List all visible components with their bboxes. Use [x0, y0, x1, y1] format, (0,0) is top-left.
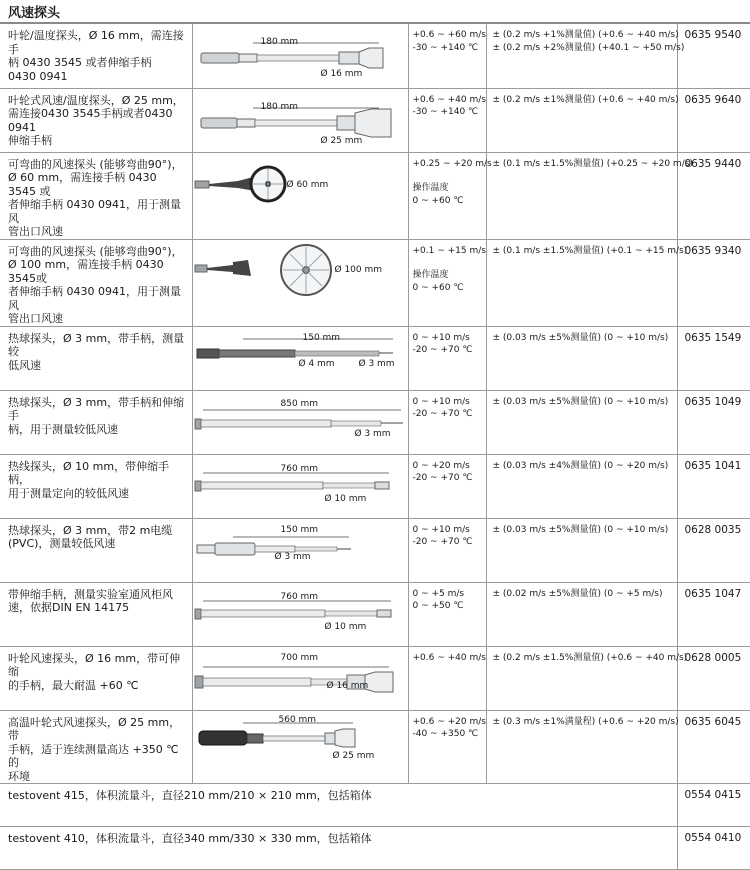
- probe-row: [0, 582, 750, 646]
- diameter-label: Ø 16 mm: [320, 69, 363, 79]
- probe-row: [0, 24, 750, 88]
- accuracy: [486, 24, 685, 88]
- probe-row: [0, 326, 750, 390]
- length-label: 760 mm: [280, 591, 319, 602]
- description-line: 叶轮式风速/温度探头，Ø 25 mm，: [8, 93, 184, 107]
- probe-image-cell: [192, 239, 408, 326]
- length-label: 150 mm: [302, 332, 341, 343]
- range-line: -30 ~ +140 ℃: [412, 107, 479, 117]
- probe-image-cell: [192, 152, 408, 239]
- probe-description: [0, 582, 192, 646]
- description-line: 柄 0430 3545 或者伸缩手柄: [8, 56, 152, 69]
- probe-description: [0, 454, 192, 518]
- probe-description: [0, 326, 192, 390]
- diameter-label: Ø 3 mm: [274, 551, 311, 562]
- accuracy: [486, 390, 677, 454]
- description-line: Ø 60 mm，需连接手柄 0430 3545 或: [8, 171, 157, 198]
- diameter-label: Ø 4 mm: [298, 358, 335, 369]
- order-number: 0635 9540: [677, 24, 750, 88]
- accuracy: [486, 710, 677, 784]
- accessory-row: [0, 784, 750, 827]
- accuracy-line: ± (0.1 m/s ±1.5%测量值) (+0.1 ~ +15 m/s): [492, 245, 688, 256]
- description-line: 热线探头，Ø 10 mm，带伸缩手柄，: [8, 459, 170, 486]
- description-line: 的手柄，最大耐温 +60 ℃: [8, 678, 139, 692]
- measuring-range: [408, 454, 486, 518]
- probe-row: [0, 518, 750, 582]
- measuring-range: [408, 326, 486, 390]
- probe-description: [0, 710, 192, 784]
- length-label: 700 mm: [280, 652, 319, 663]
- accuracy: [486, 239, 688, 326]
- operating-temp-line: 0 ~ +60 ℃: [412, 195, 464, 206]
- range-line: +0.1 ~ +15 m/s: [412, 245, 486, 256]
- order-number: 0554 0415: [677, 784, 750, 827]
- accuracy: [486, 582, 677, 646]
- probe-row: [0, 88, 750, 152]
- accuracy: [486, 88, 677, 152]
- probe-image-cell: [192, 326, 408, 390]
- measuring-range: [408, 239, 486, 326]
- diameter-label: Ø 60 mm: [286, 179, 329, 190]
- accuracy: [486, 326, 677, 390]
- probe-description: [0, 390, 192, 454]
- accuracy-line: ± (0.2 m/s ±1%测量值) (+0.6 ~ +40 m/s): [492, 94, 679, 105]
- range-line: 0 ~ +10 m/s: [412, 396, 470, 407]
- accuracy-line: ± (0.03 m/s ±5%测量值) (0 ~ +10 m/s): [492, 524, 669, 535]
- diameter-label: Ø 10 mm: [324, 621, 367, 632]
- description-line: 速，依据DIN EN 14175: [8, 601, 130, 614]
- order-number: 0554 0410: [677, 827, 750, 870]
- probe-image-cell: [192, 390, 408, 454]
- description-line: 用于测量定向的较低风速: [8, 486, 129, 500]
- accuracy-line: ± (0.03 m/s ±5%测量值) (0 ~ +10 m/s): [492, 332, 669, 343]
- accuracy-line: ± (0.3 m/s ±1%满量程) (+0.6 ~ +20 m/s): [492, 716, 679, 727]
- length-label: 850 mm: [280, 398, 319, 409]
- range-line: 0 ~ +10 m/s: [412, 332, 470, 343]
- accuracy-line: ± (0.2 m/s +2%测量值) (+40.1 ~ +50 m/s): [492, 42, 685, 53]
- description-line: Ø 100 mm，需连接手柄 0430 3545或: [8, 258, 164, 285]
- order-number: 0635 1041: [677, 454, 750, 518]
- description-line: 可弯曲的风速探头 (能够弯曲90°)，: [8, 244, 183, 258]
- operating-temp-line: 操作温度: [412, 270, 449, 280]
- measuring-range: [408, 646, 486, 710]
- length-label: 560 mm: [278, 714, 317, 725]
- accuracy: [486, 646, 688, 710]
- description-line: 高温叶轮式风速探头，Ø 25 mm，带: [8, 715, 181, 742]
- probe-image-cell: [192, 24, 408, 88]
- description-line: (PVC)，测量较低风速: [8, 537, 116, 550]
- description-line: 叶轮风速探头，Ø 16 mm，带可伸缩: [8, 651, 181, 678]
- probe-image-cell: [192, 646, 408, 710]
- range-line: 0 ~ +20 m/s: [412, 460, 470, 471]
- probe-row: [0, 239, 750, 326]
- probe-table: [0, 24, 750, 870]
- probe-description: [0, 239, 192, 326]
- probe-image-cell: [192, 582, 408, 646]
- description-line: 柄，用于测量较低风速: [8, 422, 118, 436]
- length-label: 760 mm: [280, 463, 319, 474]
- measuring-range: [408, 582, 486, 646]
- description-line: 热球探头，Ø 3 mm，带2 m电缆: [8, 523, 173, 537]
- order-number: 0635 1549: [677, 326, 750, 390]
- order-number: 0628 0005: [677, 646, 750, 710]
- length-label: 150 mm: [280, 524, 319, 535]
- length-label: 180 mm: [260, 37, 299, 47]
- operating-temp-line: 0 ~ +60 ℃: [412, 282, 464, 293]
- description-line: 低风速: [8, 358, 41, 372]
- range-line: -20 ~ +70 ℃: [412, 537, 473, 547]
- description-line: 可弯曲的风速探头 (能够弯曲90°)，: [8, 157, 183, 171]
- description-line: 环境: [8, 769, 30, 783]
- range-line: 0 ~ +50 ℃: [412, 601, 464, 611]
- length-label: 180 mm: [260, 101, 299, 112]
- description-line: 管出口风速: [8, 312, 63, 325]
- range-line: +0.6 ~ +40 m/s: [412, 94, 486, 105]
- probe-illustration: [193, 89, 408, 152]
- accuracy-line: ± (0.2 m/s ±1.5%测量值) (+0.6 ~ +40 m/s): [492, 652, 688, 663]
- order-number: 0635 1047: [677, 582, 750, 646]
- accuracy-line: ± (0.1 m/s ±1.5%测量值) (+0.25 ~ +20 m/s): [492, 158, 693, 169]
- order-number: 0635 1049: [677, 390, 750, 454]
- range-line: 0 ~ +10 m/s: [412, 524, 470, 535]
- probe-row: [0, 152, 750, 239]
- diameter-label: Ø 25 mm: [332, 750, 375, 761]
- range-line: +0.6 ~ +40 m/s: [412, 652, 486, 663]
- description-line: 者伸缩手柄 0430 0941，用于测量风: [8, 198, 181, 225]
- accessory-row: [0, 827, 750, 870]
- probe-row: [0, 710, 750, 784]
- range-line: -30 ~ +140 ℃: [412, 42, 479, 53]
- probe-image-cell: [192, 454, 408, 518]
- order-number: 0635 9640: [677, 88, 750, 152]
- probe-row: [0, 454, 750, 518]
- diameter-label: Ø 25 mm: [320, 135, 363, 146]
- description-line: 伸缩手柄: [8, 134, 52, 147]
- accuracy-line: ± (0.03 m/s ±5%测量值) (0 ~ +10 m/s): [492, 396, 669, 407]
- accuracy-line: ± (0.2 m/s +1%测量值) (+0.6 ~ +40 m/s): [492, 30, 679, 40]
- range-line: -20 ~ +70 ℃: [412, 409, 473, 419]
- probe-row: [0, 646, 750, 710]
- measuring-range: [408, 390, 486, 454]
- diameter-label: Ø 3 mm: [354, 428, 391, 439]
- section-title: 风速探头: [8, 6, 61, 21]
- range-line: 0 ~ +5 m/s: [412, 588, 465, 599]
- probe-image-cell: [192, 518, 408, 582]
- accuracy-line: ± (0.02 m/s ±5%测量值) (0 ~ +5 m/s): [492, 588, 663, 599]
- probe-row: [0, 390, 750, 454]
- tip-diameter-label: Ø 3 mm: [358, 358, 395, 369]
- range-line: -40 ~ +350 ℃: [412, 729, 479, 739]
- diameter-label: Ø 16 mm: [326, 680, 369, 691]
- probe-illustration: [193, 24, 408, 87]
- measuring-range: [408, 88, 486, 152]
- range-line: -20 ~ +70 ℃: [412, 345, 473, 355]
- description-line: 带伸缩手柄，测量实验室通风柜风: [8, 587, 173, 601]
- order-number: 0628 0035: [677, 518, 750, 582]
- measuring-range: [408, 710, 486, 784]
- description-line: 者伸缩手柄 0430 0941，用于测量风: [8, 285, 181, 312]
- order-number: 0635 9340: [677, 239, 750, 326]
- description-line: 需连接0430 3545手柄或者0430 0941: [8, 107, 173, 134]
- range-line: +0.25 ~ +20 m/s: [412, 158, 492, 169]
- description-line: 管出口风速: [8, 225, 63, 238]
- accuracy: [486, 152, 693, 239]
- measuring-range: [408, 24, 486, 88]
- probe-description: [0, 518, 192, 582]
- range-line: +0.6 ~ +20 m/s: [412, 716, 486, 727]
- accessory-description: testovent 410，体积流量斗，直径340 mm/330 × 330 mm，包括箱体: [0, 827, 677, 870]
- description-line: 热球探头，Ø 3 mm，带手柄和伸缩手: [8, 395, 185, 422]
- accuracy: [486, 518, 677, 582]
- measuring-range: [408, 152, 492, 239]
- probe-description: [0, 646, 192, 710]
- accuracy: [486, 454, 677, 518]
- probe-image-cell: [192, 710, 408, 784]
- description-line: 叶轮/温度探头，Ø 16 mm，需连接手: [8, 29, 184, 56]
- order-number: 0635 6045: [677, 710, 750, 784]
- operating-temp-line: 操作温度: [412, 183, 449, 193]
- probe-description: [0, 152, 192, 239]
- accessory-description: testovent 415，体积流量斗，直径210 mm/210 × 210 mm，包括箱体: [0, 784, 677, 827]
- diameter-label: Ø 100 mm: [334, 264, 383, 275]
- range-line: -20 ~ +70 ℃: [412, 473, 473, 483]
- accuracy-line: ± (0.03 m/s ±4%测量值) (0 ~ +20 m/s): [492, 460, 669, 471]
- probe-description: [0, 24, 192, 88]
- probe-description: [0, 88, 192, 152]
- measuring-range: [408, 518, 486, 582]
- description-line: 热球探头，Ø 3 mm，带手柄，测量较: [8, 331, 185, 358]
- probe-image-cell: [192, 88, 408, 152]
- description-line: 0430 0941: [8, 69, 68, 83]
- order-number: 0635 9440: [677, 152, 750, 239]
- description-line: 手柄，适于连续测量高达 +350 ℃的: [8, 742, 179, 769]
- range-line: +0.6 ~ +60 m/s: [412, 30, 486, 40]
- diameter-label: Ø 10 mm: [324, 493, 367, 504]
